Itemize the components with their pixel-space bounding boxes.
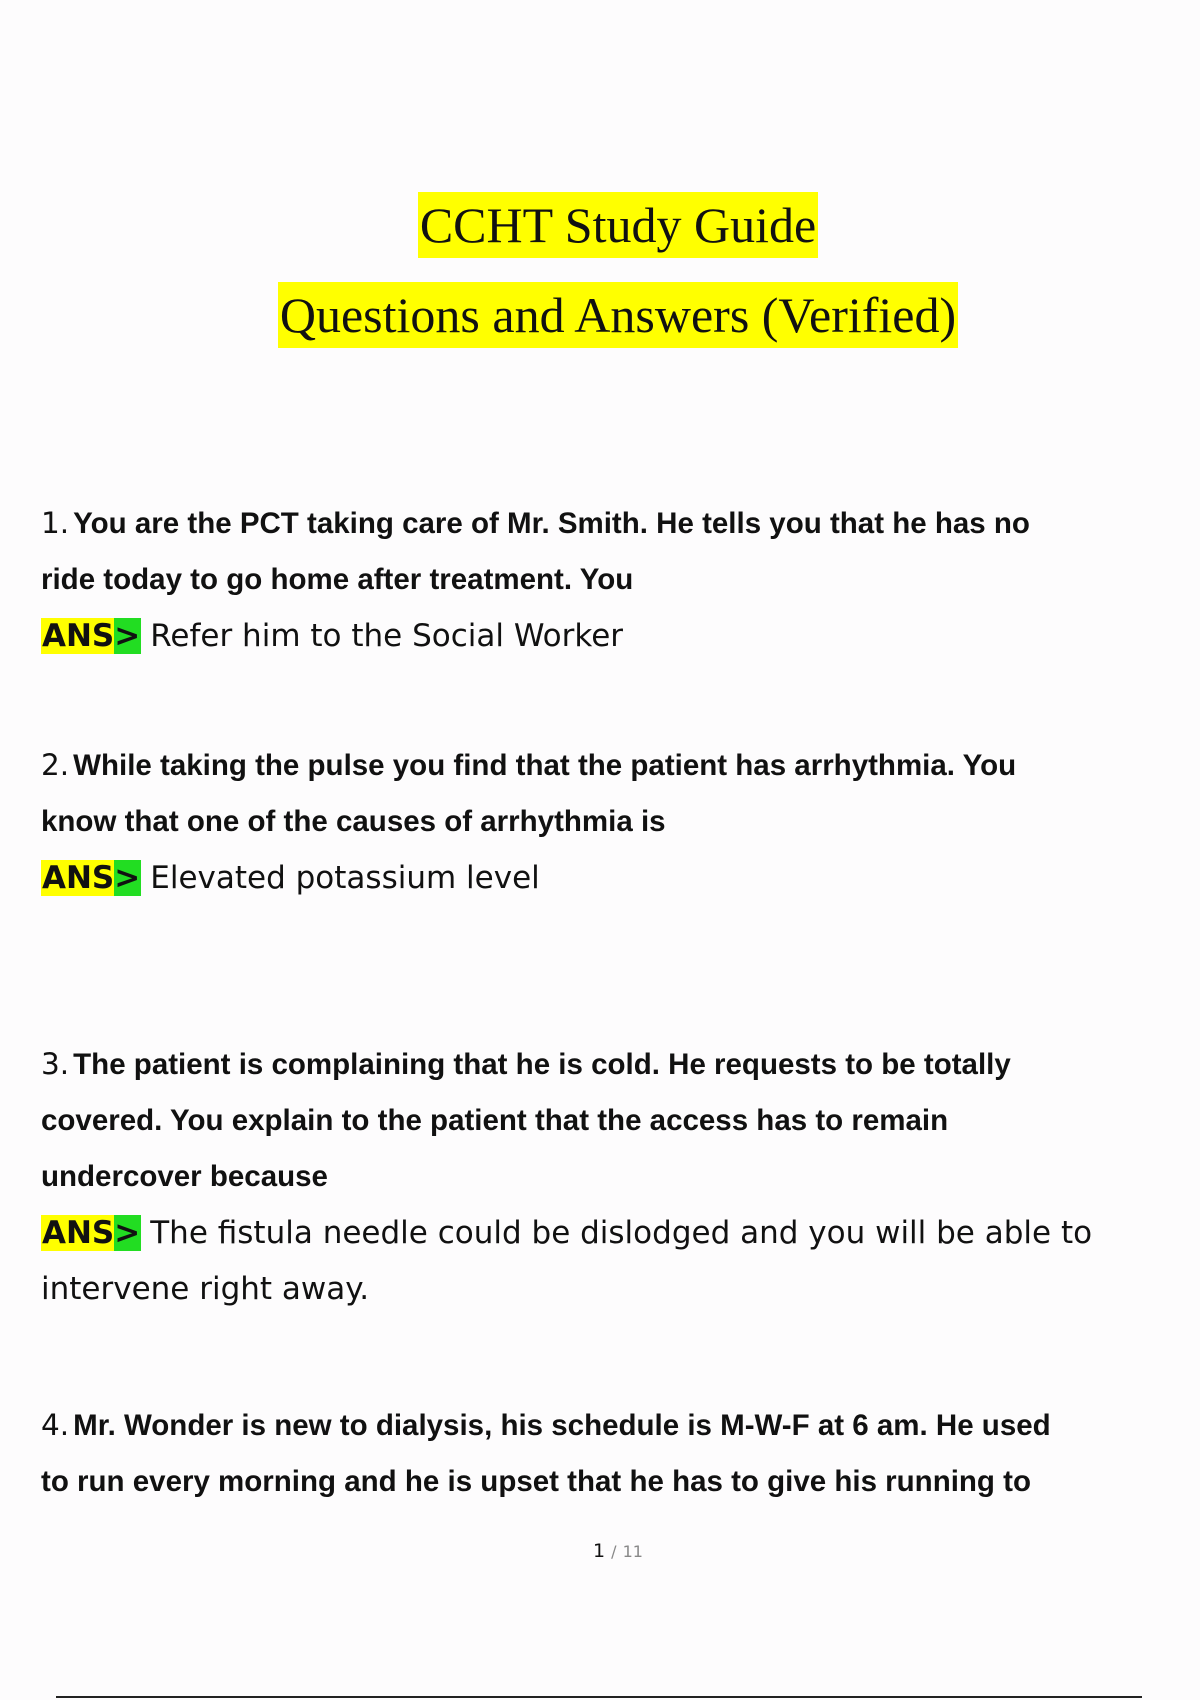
question-item-3: [41, 1036, 1141, 1317]
question-number: 4.: [41, 1408, 70, 1442]
answer-arrow: >: [114, 860, 141, 896]
answer-text: Refer him to the Social Worker: [150, 618, 624, 654]
page-number: [0, 1540, 1200, 1562]
question-line: [41, 1149, 1141, 1205]
question-text: The patient is complaining that he is cold. He requests to be totally: [73, 1048, 1011, 1081]
page-current: 1: [593, 1540, 606, 1562]
answer-arrow: >: [114, 618, 141, 654]
question-line: [41, 1093, 1141, 1149]
question-number: 3.: [41, 1047, 70, 1081]
question-text: Mr. Wonder is new to dialysis, his schedule is M-W-F at 6 am. He used: [73, 1409, 1051, 1442]
question-text: While taking the pulse you find that the patient has arrhythmia. You: [73, 749, 1017, 782]
answer-tag: ANS: [42, 618, 115, 654]
answer-line: [41, 1261, 1141, 1317]
question-number: 2.: [41, 748, 70, 782]
question-text: ride today to go home after treatment. You: [41, 563, 634, 596]
answer-arrow: >: [114, 1215, 141, 1251]
answer-tag: ANS: [42, 860, 115, 896]
answer-text: Elevated potassium level: [150, 860, 540, 896]
question-line: [41, 794, 1141, 850]
question-text: to run every morning and he is upset that he has to give his running to: [41, 1465, 1031, 1498]
page-separator: /: [611, 1542, 617, 1561]
question-line: [41, 737, 1141, 794]
question-line: [41, 495, 1141, 552]
question-line: [41, 1036, 1141, 1093]
answer-text: intervene right away.: [41, 1271, 370, 1307]
question-item-2: [41, 737, 1141, 906]
answer-line: [41, 1205, 1141, 1261]
question-text: covered. You explain to the patient that the access has to remain: [41, 1104, 949, 1137]
question-line: [41, 1397, 1141, 1454]
answer-tag: ANS: [42, 1215, 115, 1251]
question-item-4: [41, 1397, 1141, 1510]
answer-line: [41, 850, 1141, 906]
question-text: undercover because: [41, 1160, 328, 1193]
question-text: know that one of the causes of arrhythmia is: [41, 805, 666, 838]
page-total: 11: [622, 1542, 643, 1561]
answer-line: [41, 608, 1141, 664]
question-line: [41, 552, 1141, 608]
question-line: [41, 1454, 1141, 1510]
document-title: CCHT Study Guide: [418, 192, 818, 258]
question-number: 1.: [41, 506, 70, 540]
answer-text: The fistula needle could be dislodged and you will be able to: [150, 1215, 1093, 1251]
document-title-block: [0, 192, 1200, 372]
document-subtitle: Questions and Answers (Verified): [278, 282, 958, 348]
page-divider: [56, 1696, 1142, 1698]
question-item-1: [41, 495, 1141, 664]
question-text: You are the PCT taking care of Mr. Smith. He tells you that he has no: [73, 507, 1030, 540]
